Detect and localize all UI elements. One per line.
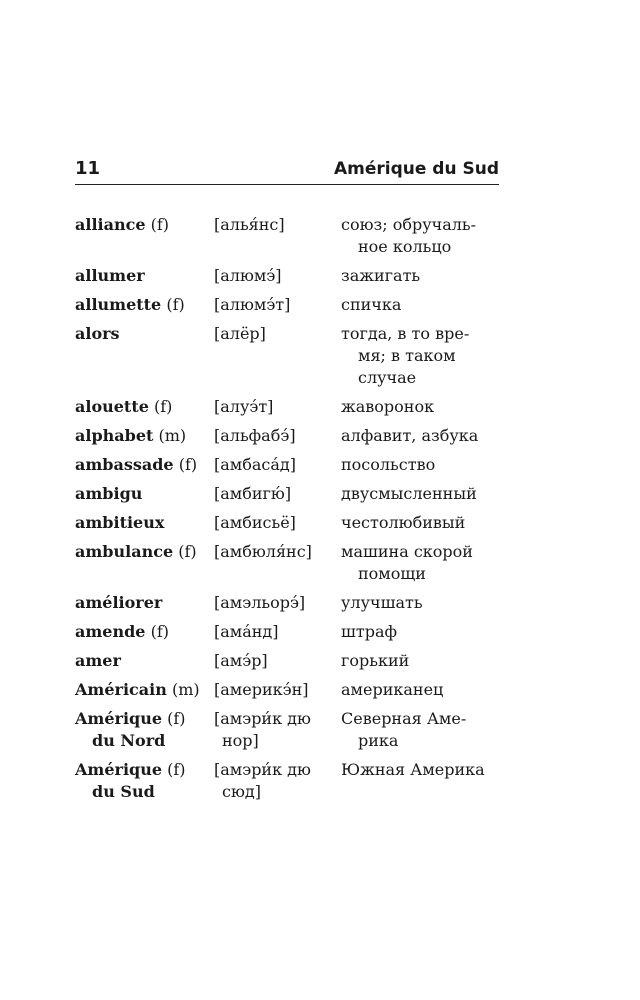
- entry-translation-cell: [341, 454, 499, 476]
- entry-translation: двусмысленный: [341, 484, 477, 503]
- entry-translation: тогда, в то вре-: [341, 324, 470, 343]
- entry-translation-continuation: помощи: [358, 564, 426, 583]
- entry-pronunciation-cell: [214, 512, 341, 534]
- entry-headword: ambigu: [75, 484, 143, 503]
- entry-translation-cell: [341, 708, 499, 752]
- entry-pronunciation: [альфабэ́]: [214, 426, 296, 445]
- dictionary-entry: [75, 265, 499, 287]
- entry-translation: спичка: [341, 295, 402, 314]
- entry-gender: (f): [150, 622, 169, 641]
- entry-list: [75, 214, 499, 810]
- entry-headword: alouette: [75, 397, 149, 416]
- entry-word-cell: [75, 621, 214, 643]
- entry-translation: союз; обручаль-: [341, 215, 477, 234]
- dictionary-entry: [75, 454, 499, 476]
- entry-gender: (f): [178, 455, 198, 474]
- entry-translation: американец: [341, 680, 444, 699]
- entry-pronunciation: [амэри́к дю: [214, 760, 311, 779]
- entry-translation-cell: [341, 592, 499, 614]
- entry-translation-cell: [341, 512, 499, 534]
- entry-translation: машина скорой: [341, 542, 473, 561]
- entry-pronunciation: [алуэ́т]: [214, 397, 274, 416]
- entry-translation-cell: [341, 396, 499, 418]
- entry-translation: жаворонок: [341, 397, 435, 416]
- entry-translation: горький: [341, 651, 410, 670]
- running-head: Amérique du Sud: [333, 159, 499, 179]
- entry-gender: (f): [166, 295, 185, 314]
- entry-gender: (m): [158, 426, 187, 445]
- entry-translation-cell: [341, 650, 499, 672]
- dictionary-entry: [75, 592, 499, 614]
- entry-pronunciation-continuation: нор]: [222, 731, 259, 750]
- entry-pronunciation: [амэ́р]: [214, 651, 268, 670]
- entry-translation-cell: [341, 483, 499, 505]
- dictionary-entry: [75, 541, 499, 585]
- entry-headword: allumer: [75, 266, 145, 285]
- entry-translation: посольство: [341, 455, 436, 474]
- entry-word-cell: [75, 425, 214, 447]
- entry-translation-continuation: ное кольцо: [358, 237, 452, 256]
- entry-pronunciation-cell: [214, 708, 341, 752]
- dictionary-entry: [75, 679, 499, 701]
- entry-pronunciation: [алюмэ́]: [214, 266, 282, 285]
- dictionary-entry: [75, 759, 499, 803]
- entry-headword: ambassade: [75, 455, 174, 474]
- entry-pronunciation: [америкэ́н]: [214, 680, 309, 699]
- entry-translation-cell: [341, 323, 499, 389]
- dictionary-entry: [75, 621, 499, 643]
- entry-translation-cell: [341, 425, 499, 447]
- entry-headword-continuation: du Nord: [92, 731, 166, 750]
- entry-pronunciation: [ама́нд]: [214, 622, 279, 641]
- entry-gender: (f): [167, 760, 186, 779]
- entry-word-cell: [75, 708, 214, 752]
- entry-word-cell: [75, 679, 214, 701]
- dictionary-entry: [75, 425, 499, 447]
- entry-gender: (f): [167, 709, 186, 728]
- entry-translation-cell: [341, 265, 499, 287]
- entry-pronunciation: [амбаса́д]: [214, 455, 296, 474]
- entry-pronunciation-cell: [214, 323, 341, 389]
- entry-headword: ambulance: [75, 542, 174, 561]
- entry-translation: Северная Аме-: [341, 709, 467, 728]
- dictionary-entry: [75, 512, 499, 534]
- entry-pronunciation-cell: [214, 541, 341, 585]
- entry-translation-cell: [341, 759, 499, 803]
- entry-headword-continuation: du Sud: [92, 782, 155, 801]
- dictionary-entry: [75, 708, 499, 752]
- entry-pronunciation: [алья́нс]: [214, 215, 285, 234]
- entry-pronunciation-cell: [214, 396, 341, 418]
- entry-translation-cell: [341, 541, 499, 585]
- entry-headword: amer: [75, 651, 121, 670]
- entry-translation: алфавит, азбука: [341, 426, 479, 445]
- entry-pronunciation-cell: [214, 621, 341, 643]
- entry-pronunciation-cell: [214, 759, 341, 803]
- entry-headword: ambitieux: [75, 513, 165, 532]
- dictionary-entry: [75, 396, 499, 418]
- entry-translation-cell: [341, 621, 499, 643]
- page-header: [75, 158, 499, 185]
- entry-headword: alors: [75, 324, 120, 343]
- entry-word-cell: [75, 541, 214, 585]
- entry-translation: штраф: [341, 622, 398, 641]
- entry-pronunciation: [амбигю́]: [214, 484, 292, 503]
- entry-translation-cell: [341, 294, 499, 316]
- entry-translation-cell: [341, 214, 499, 258]
- entry-translation-cell: [341, 679, 499, 701]
- entry-pronunciation-cell: [214, 454, 341, 476]
- entry-pronunciation-cell: [214, 265, 341, 287]
- entry-word-cell: [75, 454, 214, 476]
- entry-word-cell: [75, 265, 214, 287]
- entry-pronunciation-cell: [214, 425, 341, 447]
- entry-pronunciation: [алёр]: [214, 324, 266, 343]
- entry-pronunciation: [амбюля́нс]: [214, 542, 312, 561]
- page-number: 11: [75, 158, 101, 179]
- entry-translation-continuation: случае: [358, 368, 417, 387]
- entry-pronunciation: [амбисьё]: [214, 513, 296, 532]
- entry-pronunciation-continuation: сюд]: [222, 782, 261, 801]
- entry-pronunciation-cell: [214, 592, 341, 614]
- dictionary-entry: [75, 323, 499, 389]
- entry-headword: Amérique: [75, 709, 163, 728]
- entry-word-cell: [75, 483, 214, 505]
- entry-pronunciation-cell: [214, 214, 341, 258]
- entry-gender: (m): [171, 680, 200, 699]
- entry-translation-continuation: рика: [358, 731, 399, 750]
- entry-gender: (f): [150, 215, 170, 234]
- dictionary-page: [75, 0, 499, 1000]
- entry-pronunciation-cell: [214, 650, 341, 672]
- entry-pronunciation-cell: [214, 483, 341, 505]
- entry-pronunciation: [алюмэ́т]: [214, 295, 291, 314]
- entry-pronunciation: [амэри́к дю: [214, 709, 311, 728]
- entry-translation-continuation: мя; в таком: [358, 346, 456, 365]
- dictionary-entry: [75, 650, 499, 672]
- entry-headword: alliance: [75, 215, 146, 234]
- entry-headword: amende: [75, 622, 146, 641]
- dictionary-entry: [75, 294, 499, 316]
- entry-gender: (f): [153, 397, 173, 416]
- entry-translation: улучшать: [341, 593, 423, 612]
- entry-translation: честолюбивый: [341, 513, 466, 532]
- entry-word-cell: [75, 592, 214, 614]
- entry-word-cell: [75, 396, 214, 418]
- entry-word-cell: [75, 294, 214, 316]
- entry-word-cell: [75, 759, 214, 803]
- entry-headword: Amérique: [75, 760, 163, 779]
- entry-headword: allumette: [75, 295, 162, 314]
- entry-pronunciation-cell: [214, 679, 341, 701]
- entry-word-cell: [75, 323, 214, 389]
- dictionary-entry: [75, 483, 499, 505]
- entry-pronunciation-cell: [214, 294, 341, 316]
- entry-translation: зажигать: [341, 266, 421, 285]
- entry-word-cell: [75, 214, 214, 258]
- entry-word-cell: [75, 650, 214, 672]
- entry-headword: Américain: [75, 680, 167, 699]
- entry-translation: Южная Америка: [341, 760, 485, 779]
- entry-gender: (f): [178, 542, 197, 561]
- entry-word-cell: [75, 512, 214, 534]
- entry-headword: améliorer: [75, 593, 163, 612]
- entry-pronunciation: [амэльорэ́]: [214, 593, 306, 612]
- entry-headword: alphabet: [75, 426, 154, 445]
- dictionary-entry: [75, 214, 499, 258]
